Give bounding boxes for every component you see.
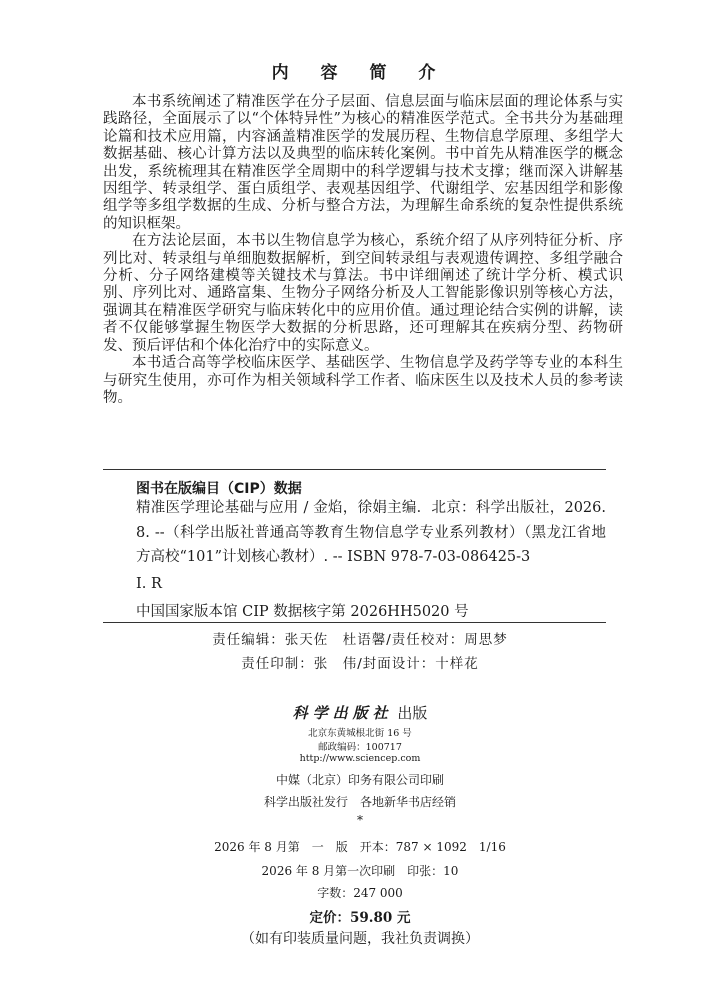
publisher-address: 北京东黄城根北街 16 号 [308,728,412,739]
page-title: 内 容 简 介 [271,63,449,83]
intro-paragraph: 在方法论层面，本书以生物信息学为核心，系统介绍了从序列特征分析、序列比对、转录组与单细胞数据解析，到空间转录组与表观遗传调控、多组学融合分析、分子网络建模等关键技术与算法。书中详细阐述了统计学分析、模式识别、序列比对、通路富集、生物分子网络分析及人工智能影像识别等核心方法，强调其在精准医学研究与临床转化中的应用价值。通过理论结合实例的讲解，读者不仅能够掌握生物医学大数据的分析思路，还可理解其在疾病分型、药物研发、预后评估和个体化治疗中的实际意义。 [103,233,623,354]
cip-heading: 图书在版编目（CIP）数据 [136,481,302,497]
cip-body: 精准医学理论基础与应用 / 金焰，徐娟主编．北京：科学出版社，2026. 8. --（科学出版社普通高等教育生物信息学专业系列教材）（黑龙江省地方高校“101”计划核心教材）. -- ISBN 978-7-03-086425-3 [136,500,606,565]
cip-top-divider [103,469,606,470]
publisher-logo: 科学出版社 [292,704,393,722]
publisher-suffix: 出版 [397,704,428,722]
cip-record-number: 中国国家版本馆 CIP 数据核字第 2026HH5020 号 [136,604,469,620]
staff-line-editors: 责任编辑：张天佐 杜语馨/责任校对：周思梦 [212,632,508,648]
quality-notice: （如有印装质量问题，我社负责调换） [241,931,479,947]
publisher-url: http://www.sciencep.com [299,753,421,764]
separator-star: * [357,813,363,827]
intro-section [103,94,623,407]
edition-line: 2026 年 8 月第 一 版 开本：787 × 1092 1/16 [214,840,506,854]
intro-paragraph: 本书系统阐述了精准医学在分子层面、信息层面与临床层面的理论体系与实践路径，全面展示了以“个体特异性”为核心的精准医学范式。全书共分为基础理论篇和技术应用篇，内容涵盖精准医学的发展历程、生物信息学原理、多组学大数据基础、核心计算方法以及典型的临床转化案例。书中首先从精准医学的概念出发，系统梳理其在精准医学全周期中的科学逻辑与技术支撑；继而深入讲解基因组学、转录组学、蛋白质组学、表观基因组学、代谢组学、宏基因组学和影像组学等多组学数据的生成、分析与整合方法，为理解生命系统的复杂性提供系统的知识框架。 [103,94,623,232]
cip-classification: Ⅰ. R [136,576,162,592]
staff-line-printing: 责任印制：张 伟/封面设计：十样花 [241,656,479,672]
cip-bottom-divider [103,622,606,623]
price: 定价：59.80 元 [309,910,411,926]
word-count: 字数：247 000 [317,886,403,900]
printing-line: 2026 年 8 月第一次印刷 印张：10 [261,864,459,878]
publisher-postcode: 邮政编码：100717 [318,742,402,753]
printer-line: 中媒（北京）印务有限公司印刷 [275,773,444,787]
intro-paragraph: 本书适合高等学校临床医学、基础医学、生物信息学及药学等专业的本科生与研究生使用，亦可作为相关领域科学工作者、临床医生以及技术人员的参考读物。 [103,355,623,406]
distribution-line: 科学出版社发行 各地新华书店经销 [263,795,456,809]
publisher-line [0,702,720,723]
